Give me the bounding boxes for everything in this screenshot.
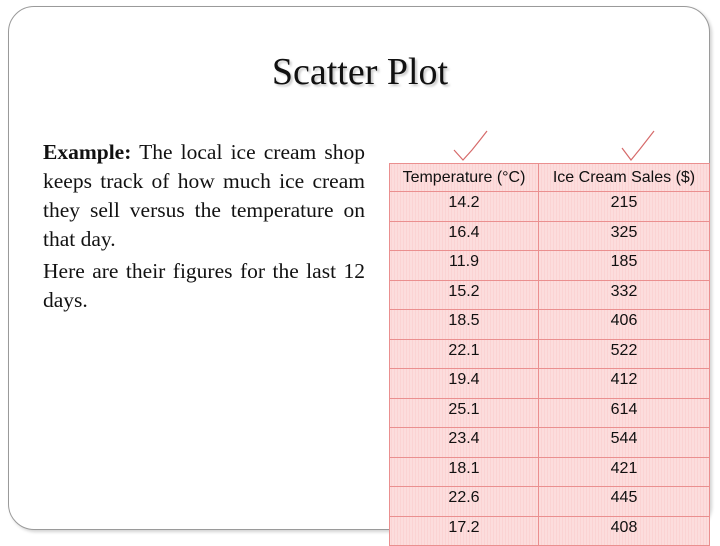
table-row — [390, 487, 710, 517]
sales-cell: 445 — [539, 487, 710, 517]
sales-cell: 544 — [539, 428, 710, 458]
temperature-cell: 17.2 — [390, 516, 539, 546]
sales-cell: 408 — [539, 516, 710, 546]
table-row — [390, 369, 710, 399]
sales-cell: 614 — [539, 398, 710, 428]
slide-title: Scatter Plot — [271, 51, 449, 93]
sales-cell: 185 — [539, 251, 710, 281]
sales-cell: 421 — [539, 457, 710, 487]
table-row — [390, 516, 710, 546]
temperature-cell: 23.4 — [390, 428, 539, 458]
table-row — [390, 398, 710, 428]
table-row — [390, 221, 710, 251]
temperature-cell: 18.1 — [390, 457, 539, 487]
ice-cream-data-table — [389, 163, 710, 546]
sales-cell: 406 — [539, 310, 710, 340]
table-row — [390, 310, 710, 340]
sales-cell: 215 — [539, 192, 710, 222]
header-ice-cream-sales: Ice Cream Sales ($) — [539, 164, 710, 192]
temperature-cell: 18.5 — [390, 310, 539, 340]
temperature-cell: 15.2 — [390, 280, 539, 310]
table-row — [390, 457, 710, 487]
annotation-checkmark-sales — [622, 131, 654, 160]
header-temperature: Temperature (°C) — [390, 164, 539, 192]
temperature-cell: 22.1 — [390, 339, 539, 369]
table-row — [390, 251, 710, 281]
figures-paragraph: Here are their figures for the last 12 days. — [43, 259, 365, 312]
temperature-cell: 16.4 — [390, 221, 539, 251]
temperature-cell: 22.6 — [390, 487, 539, 517]
temperature-cell: 14.2 — [390, 192, 539, 222]
sales-cell: 412 — [539, 369, 710, 399]
sales-cell: 522 — [539, 339, 710, 369]
temperature-cell: 25.1 — [390, 398, 539, 428]
example-lead: Example: — [43, 140, 132, 164]
table-row — [390, 192, 710, 222]
table-row — [390, 339, 710, 369]
temperature-cell: 19.4 — [390, 369, 539, 399]
sales-cell: 332 — [539, 280, 710, 310]
table-row — [390, 428, 710, 458]
example-text: The local ice cream shop keeps track of how much ice cream they sell versus the temperature on that day. — [43, 140, 365, 251]
sales-cell: 325 — [539, 221, 710, 251]
temperature-cell: 11.9 — [390, 251, 539, 281]
table-header-row — [390, 164, 710, 192]
table-body — [390, 192, 710, 546]
table-row — [390, 280, 710, 310]
annotation-checkmark-temperature — [454, 131, 487, 160]
